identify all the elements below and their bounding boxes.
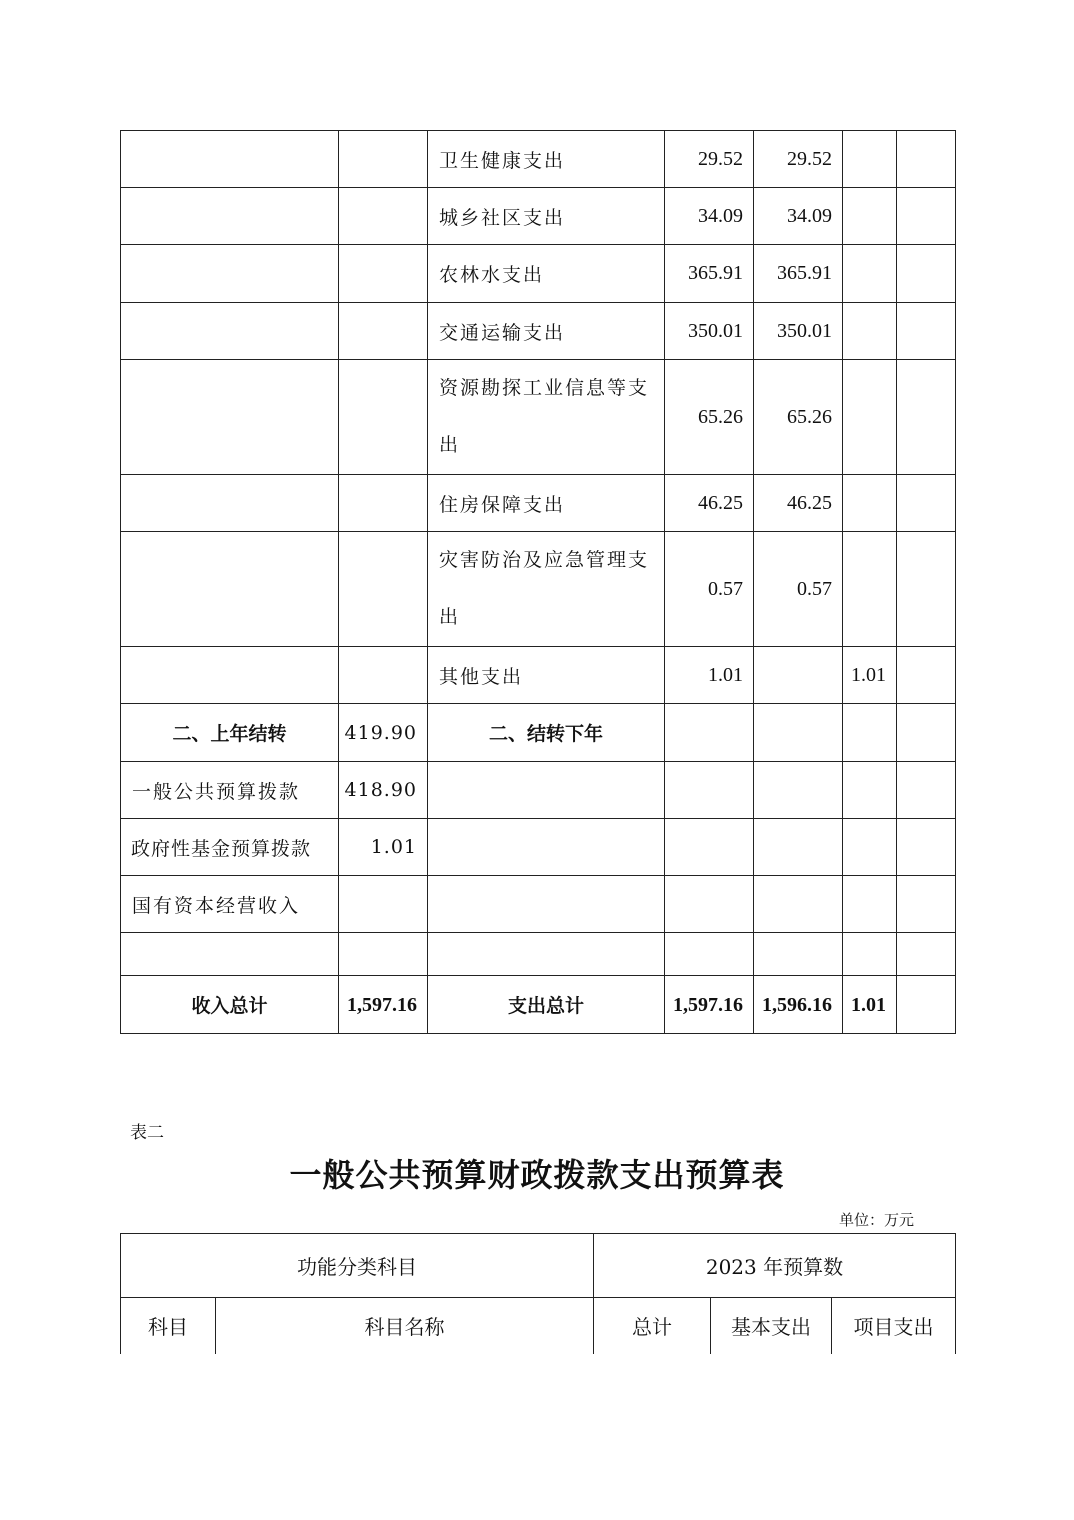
table-row (121, 647, 956, 704)
page-title: 一般公共预算财政拨款支出预算表 (289, 1156, 785, 1194)
budget-header: 2023 年预算数 (594, 1234, 956, 1298)
expense-name: 资源勘探工业信息等支出 (428, 360, 665, 475)
code-header: 科目 (121, 1298, 216, 1354)
expense-total: 65.26 (665, 360, 754, 475)
expense-total: 0.57 (665, 532, 754, 647)
totals-row (121, 976, 956, 1034)
expense-basic: 350.01 (754, 303, 843, 360)
expense-project: 1.01 (843, 647, 897, 704)
table-row (121, 303, 956, 360)
table-row (121, 360, 956, 475)
expense-total-value: 1,597.16 (665, 976, 754, 1034)
table-row (121, 704, 956, 762)
carryover-item-value: 418.90 (339, 762, 428, 819)
name-header: 科目名称 (216, 1298, 594, 1354)
carryover-item-label: 政府性基金预算拨款 (121, 819, 339, 876)
expense-total-label: 支出总计 (428, 976, 665, 1034)
basic-header: 基本支出 (711, 1298, 832, 1354)
expense-total: 350.01 (665, 303, 754, 360)
table-row (121, 933, 956, 976)
expense-name: 住房保障支出 (428, 475, 665, 532)
carryover-item-value (339, 876, 428, 933)
table-row (121, 819, 956, 876)
expense-basic (754, 647, 843, 704)
expense-total: 46.25 (665, 475, 754, 532)
table-row (121, 188, 956, 245)
expense-project (843, 475, 897, 532)
table-label: 表二 (130, 1123, 164, 1143)
expense-total: 29.52 (665, 131, 754, 188)
header-row (121, 1298, 956, 1354)
expense-name: 卫生健康支出 (428, 131, 665, 188)
total-header: 总计 (594, 1298, 711, 1354)
expense-basic: 0.57 (754, 532, 843, 647)
category-header: 功能分类科目 (121, 1234, 594, 1298)
table-row (121, 245, 956, 303)
header-row (121, 1234, 956, 1298)
expense-basic: 65.26 (754, 360, 843, 475)
expense-name: 交通运输支出 (428, 303, 665, 360)
expense-name: 农林水支出 (428, 245, 665, 303)
table-row (121, 475, 956, 532)
carryover-item-value: 1.01 (339, 819, 428, 876)
expense-name: 灾害防治及应急管理支出 (428, 532, 665, 647)
table-row (121, 762, 956, 819)
expense-project-total: 1.01 (843, 976, 897, 1034)
expense-basic: 46.25 (754, 475, 843, 532)
carryover-item-label: 国有资本经营收入 (121, 876, 339, 933)
carryover-income-value: 419.90 (339, 704, 428, 762)
income-total-label: 收入总计 (121, 976, 339, 1034)
expense-project (843, 303, 897, 360)
expense-total: 34.09 (665, 188, 754, 245)
table-row (121, 131, 956, 188)
carryover-item-label: 一般公共预算拨款 (121, 762, 339, 819)
income-expense-table (120, 130, 956, 1034)
expense-project (843, 188, 897, 245)
table-row (121, 532, 956, 647)
carryover-expense-label: 二、结转下年 (428, 704, 665, 762)
expense-project (843, 245, 897, 303)
expense-name: 城乡社区支出 (428, 188, 665, 245)
expense-total: 1.01 (665, 647, 754, 704)
expense-basic: 34.09 (754, 188, 843, 245)
budget-table (120, 1233, 956, 1354)
expense-project (843, 532, 897, 647)
expense-basic-total: 1,596.16 (754, 976, 843, 1034)
expense-project (843, 360, 897, 475)
table-row (121, 876, 956, 933)
expense-name: 其他支出 (428, 647, 665, 704)
expense-basic: 29.52 (754, 131, 843, 188)
expense-total: 365.91 (665, 245, 754, 303)
project-header: 项目支出 (832, 1298, 956, 1354)
unit-label: 单位：万元 (839, 1211, 915, 1229)
expense-basic: 365.91 (754, 245, 843, 303)
income-total-value: 1,597.16 (339, 976, 428, 1034)
carryover-income-label: 二、上年结转 (121, 704, 339, 762)
expense-project (843, 131, 897, 188)
